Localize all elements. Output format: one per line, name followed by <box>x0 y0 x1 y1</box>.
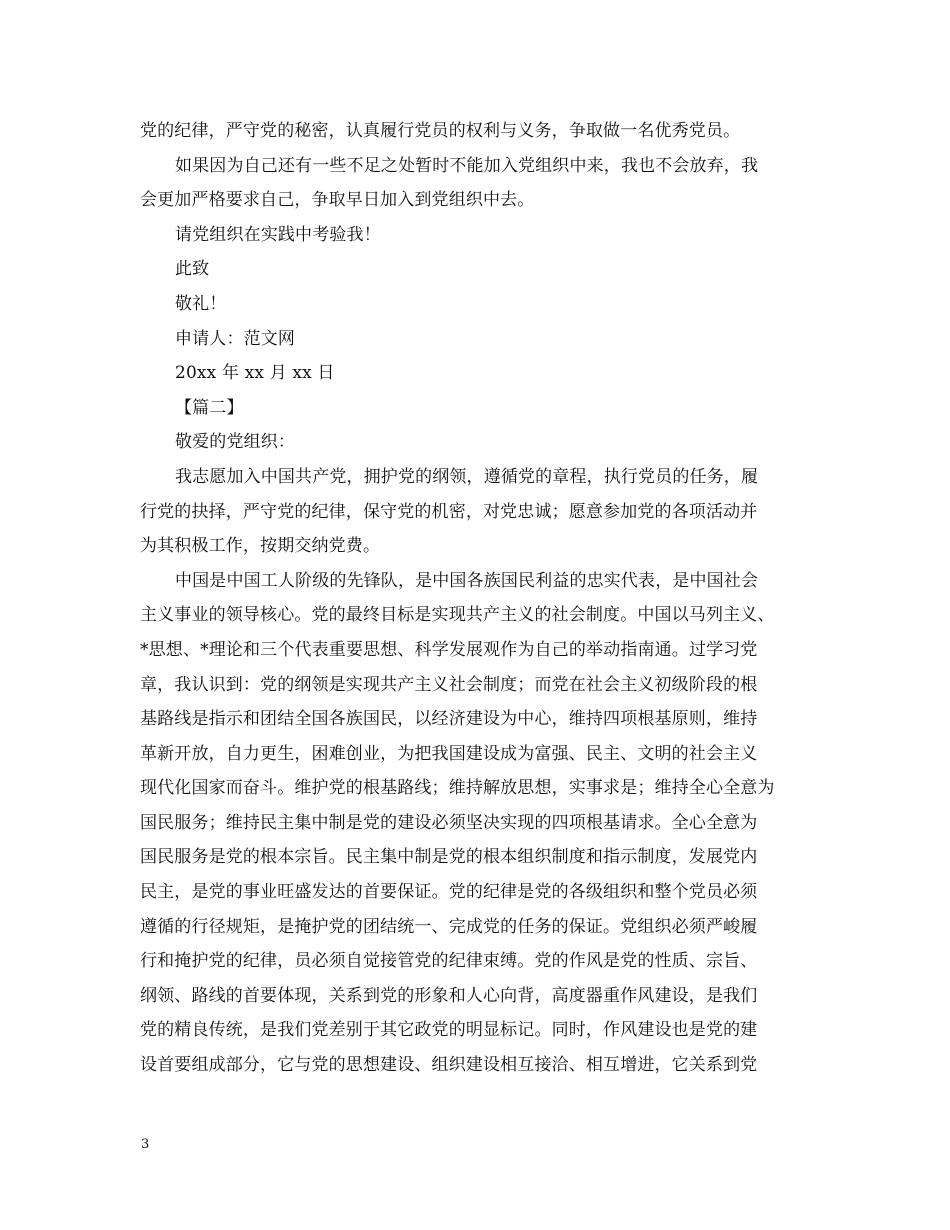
text-line: 我志愿加入中国共产党，拥护党的纲领，遵循党的章程，执行党员的任务，履 <box>175 466 759 487</box>
text-line: 20xx 年 xx 月 xx 日 <box>175 363 335 384</box>
text-line: 为其积极工作，按期交纳党费。 <box>140 536 381 557</box>
text-line: 主义事业的领导核心。党的最终目标是实现共产主义的社会制度。中国以马列主义、 <box>140 605 775 626</box>
text-line: 会更加严格要求自己，争取早日加入到党组织中去。 <box>140 190 535 211</box>
text-line: 此致 <box>175 259 210 280</box>
text-line: 行党的抉择，严守党的纪律，保守党的机密，对党忠诚；愿意参加党的各项活动并 <box>140 501 758 522</box>
text-line: 党的纪律，严守党的秘密，认真履行党员的权利与义务，争取做一名优秀党员。 <box>140 121 741 141</box>
text-line: 党的精良传统，是我们党差别于其它政党的明显标记。同时，作风建设也是党的建 <box>140 1020 758 1041</box>
text-line: 行和掩护党的纪律，员必须自觉接管党的纪律束缚。党的作风是党的性质、宗旨、 <box>140 951 758 972</box>
text-line: 纲领、路线的首要体现，关系到党的形象和人心向背，高度器重作风建设，是我们 <box>140 985 758 1006</box>
text-line: 民主，是党的事业旺盛发达的首要保证。党的纪律是党的各级组织和整个党员必须 <box>140 882 758 903</box>
text-line: 中国是中国工人阶级的先锋队，是中国各族国民利益的忠实代表，是中国社会 <box>175 570 759 591</box>
text-line: 革新开放，自力更生，困难创业，为把我国建设成为富强、民主、文明的社会主义 <box>140 743 758 764</box>
text-line: 遵循的行径规矩，是掩护党的团结统一、完成党的任务的保证。党组织必须严峻履 <box>140 916 758 937</box>
text-line: 请党组织在实践中考验我！ <box>175 224 381 245</box>
text-line: 设首要组成部分，它与党的思想建设、组织建设相互接洽、相互增进，它关系到党 <box>140 1055 758 1076</box>
text-line: 敬礼！ <box>175 293 227 314</box>
page-number: 3 <box>141 1137 150 1152</box>
text-line: 【篇二】 <box>175 397 244 418</box>
text-line: 敬爱的党组织： <box>175 432 296 453</box>
text-line: 国民服务是党的根本宗旨。民主集中制是党的根本组织制度和指示制度，发展党内 <box>140 847 758 868</box>
text-line: 国民服务；维持民主集中制是党的建设必须坚决实现的四项根基请求。全心全意为 <box>140 812 758 833</box>
document-body <box>140 114 812 1083</box>
text-line: 章，我认识到：党的纲领是实现共产主义社会制度；而党在社会主义初级阶段的根 <box>140 674 758 695</box>
text-line: 申请人：范文网 <box>175 328 296 349</box>
text-line: 现代化国家而奋斗。维护党的根基路线；维持解放思想，实事求是；维持全心全意为 <box>140 778 775 799</box>
text-line: *思想、*理论和三个代表重要思想、科学发展观作为自己的举动指南通。过学习党 <box>140 639 758 660</box>
text-line: 如果因为自己还有一些不足之处暂时不能加入党组织中来，我也不会放弃，我 <box>175 155 759 176</box>
text-line: 基路线是指示和团结全国各族国民，以经济建设为中心，维持四项根基原则，维持 <box>140 709 758 730</box>
